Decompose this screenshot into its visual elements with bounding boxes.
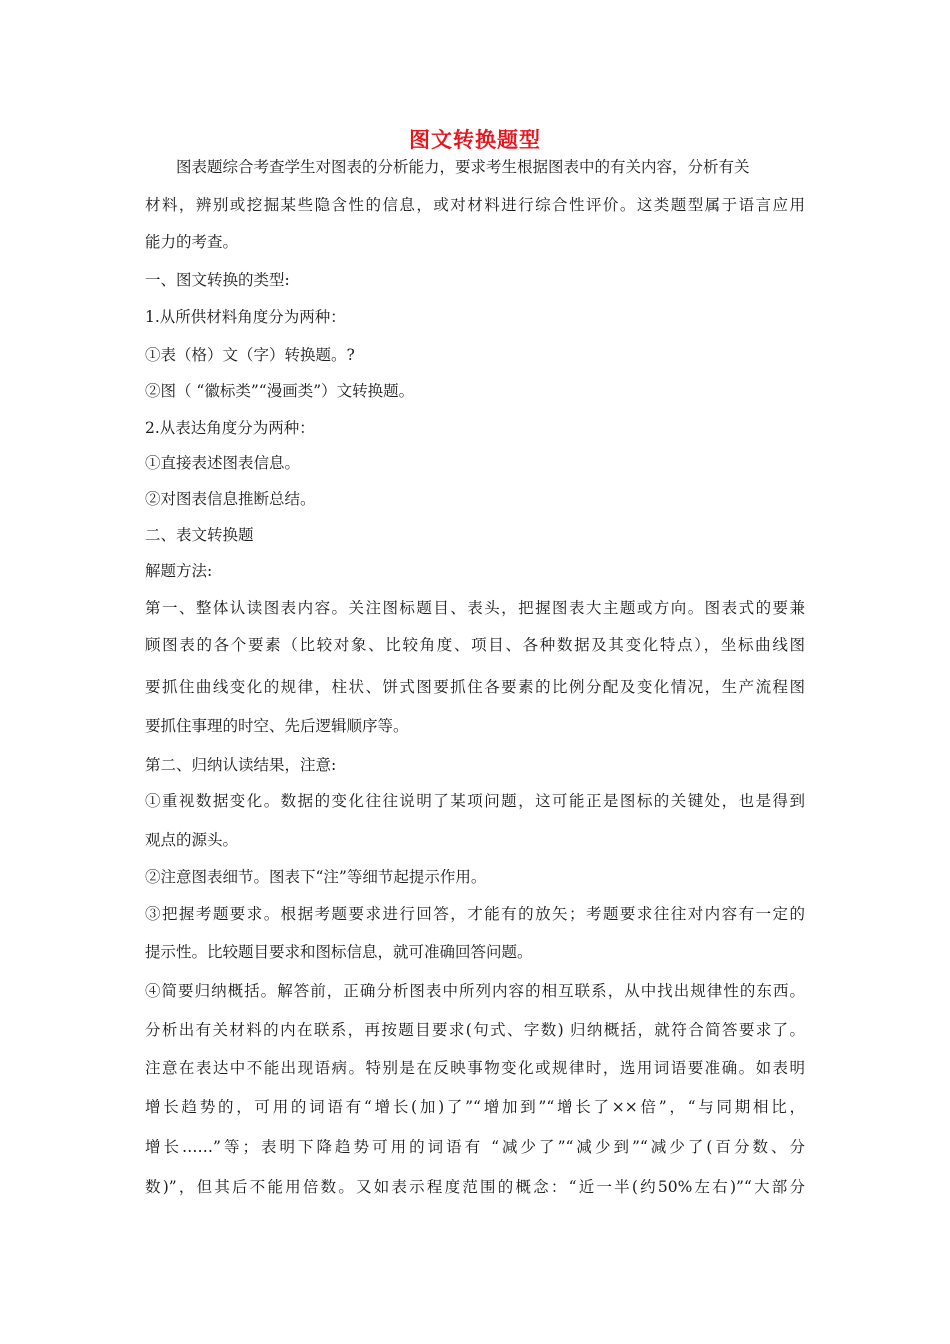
list-item: ②图（ “徽标类”“漫画类”）文转换题。 — [145, 382, 415, 400]
paragraph-line: 注意在表达中不能出现语病。特别是在反映事物变化或规律时，选用词语要准确。如表明 — [145, 1059, 805, 1077]
paragraph-line: 增长……”等；表明下降趋势可用的词语有 “减少了”“减少到”“减少了(百分数、分 — [145, 1138, 805, 1156]
paragraph-line: 第一、整体认读图表内容。关注图标题目、表头，把握图表大主题或方向。图表式的要兼 — [145, 599, 805, 617]
list-item: ④简要归纳概括。解答前，正确分析图表中所列内容的相互联系，从中找出规律性的东西。 — [145, 982, 805, 1000]
paragraph-line: 顾图表的各个要素（比较对象、比较角度、项目、各种数据及其变化特点），坐标曲线图 — [145, 636, 805, 654]
paragraph-line: 分析出有关材料的内在联系，再按题目要求(句式、字数) 归纳概括，就符合简答要求了。 — [145, 1021, 805, 1039]
paragraph-line: 数)”，但其后不能用倍数。又如表示程度范围的概念：“近一半(约50%左右)”“大部分 — [145, 1178, 805, 1196]
paragraph-line: 图表题综合考查学生对图表的分析能力，要求考生根据图表中的有关内容，分析有关 — [176, 158, 750, 176]
paragraph-line: 2.从表达角度分为两种： — [145, 419, 315, 437]
paragraph-line: 要抓住事理的时空、先后逻辑顺序等。 — [145, 717, 409, 735]
list-item: ①直接表述图表信息。 — [145, 454, 301, 472]
list-item: ③把握考题要求。根据考题要求进行回答，才能有的放矢；考题要求往往对内容有一定的 — [145, 905, 805, 923]
section-heading: 二、表文转换题 — [145, 526, 254, 544]
paragraph-line: 观点的源头。 — [145, 831, 239, 849]
paragraph-line: 提示性。比较题目要求和图标信息，就可准确回答问题。 — [145, 943, 533, 961]
paragraph-line: 第二、归纳认读结果，注意: — [145, 756, 337, 774]
list-item: ②对图表信息推断总结。 — [145, 490, 316, 508]
list-item: ②注意图表细节。图表下“注”等细节起提示作用。 — [145, 868, 487, 886]
list-item: ①重视数据变化。数据的变化往往说明了某项问题，这可能正是图标的关键处，也是得到 — [145, 792, 805, 810]
paragraph-line: 能力的考查。 — [145, 233, 239, 251]
paragraph-line: 材料，辨别或挖掘某些隐含性的信息，或对材料进行综合性评价。这类题型属于语言应用 — [145, 196, 805, 214]
paragraph-line: 增长趋势的，可用的词语有“增长(加)了”“增加到”“增长了××倍”，“与同期相比， — [145, 1098, 805, 1116]
paragraph-line: 要抓住曲线变化的规律，柱状、饼式图要抓住各要素的比例分配及变化情况，生产流程图 — [145, 678, 805, 696]
paragraph-line: 解题方法: — [145, 562, 213, 580]
paragraph-line: 1.从所供材料角度分为两种： — [145, 308, 346, 326]
section-heading: 一、图文转换的类型: — [145, 271, 290, 289]
list-item: ①表（格）文（字）转换题。? — [145, 346, 355, 364]
document-title: 图文转换题型 — [409, 127, 541, 152]
